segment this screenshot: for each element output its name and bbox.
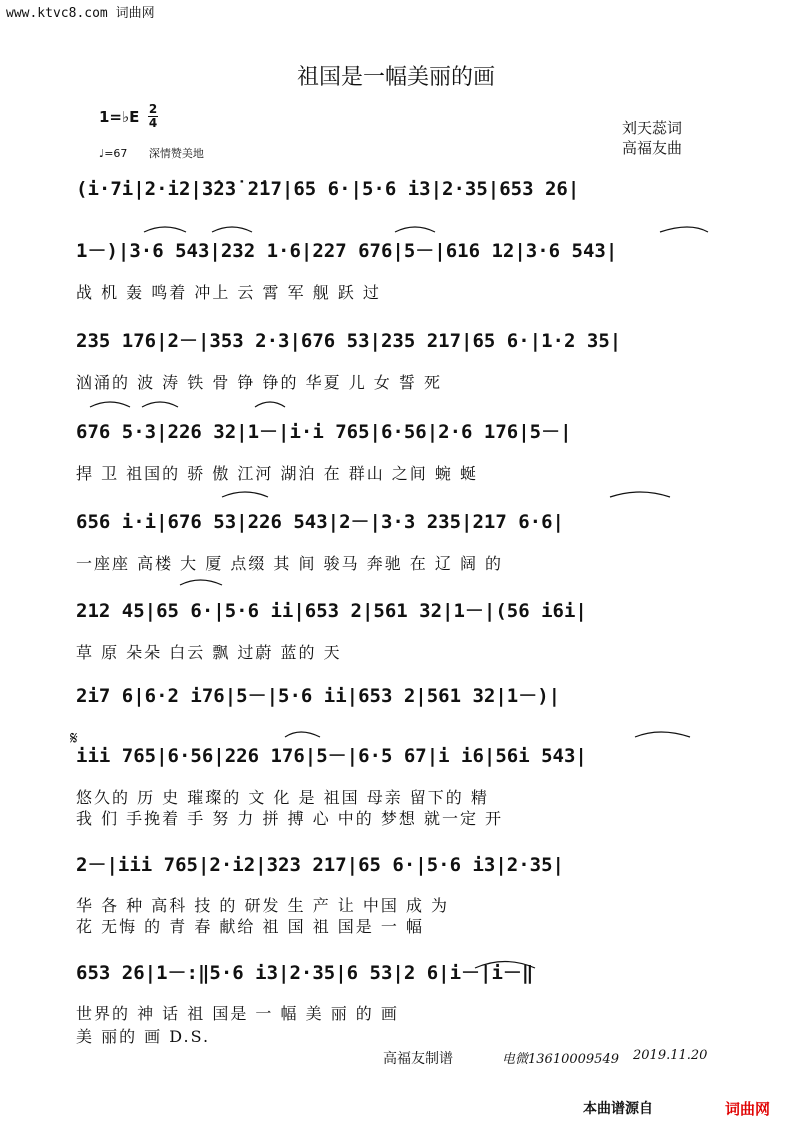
footer-maker: 高福友制谱	[383, 1051, 453, 1067]
staff-system-9: 2－|iii 765|2·i2|323 217|65 6·|5·6 i3|2·35|	[76, 854, 564, 876]
lyric-line-9b: 花 无悔 的 青 春 献给 祖 国 祖 国是 一 幅	[76, 917, 424, 936]
key-signature: 1=♭E	[99, 108, 140, 126]
lyric-line-10a: 世界的 神 话 祖 国是 一 幅 美 丽 的 画	[76, 1004, 399, 1023]
composer-credit: 高福友曲	[622, 139, 683, 157]
staff-system-5: 656 i·i|676 53|226 543|2－|3·3 235|217 6·6|	[76, 511, 564, 533]
site-logo[interactable]: 词曲网	[725, 1100, 771, 1118]
lyric-line-3: 汹涌的 波 涛 铁 骨 铮 铮的 华夏 儿 女 誓 死	[76, 373, 442, 392]
lyric-line-6: 草 原 朵朵 白云 飘 过蔚 蓝的 天	[76, 643, 342, 662]
source-note: 本曲谱源自	[583, 1101, 653, 1117]
lyric-line-4: 捍 卫 祖国的 骄 傲 江河 湖泊 在 群山 之间 蜿 蜒	[76, 464, 478, 483]
song-title: 祖国是一幅美丽的画	[296, 65, 495, 90]
staff-system-8: iii 765|6·56|226 176|5－|6·5 67|i i6|56i 543|	[76, 745, 587, 767]
time-signature-top: 2	[148, 102, 158, 116]
staff-system-4: 676 5·3|226 32|1－|i·i 765|6·56|2·6 176|5－|	[76, 421, 572, 443]
segno-sign: 𝄋	[70, 728, 78, 749]
lyric-line-5: 一座座 高楼 大 厦 点缀 其 间 骏马 奔驰 在 辽 阔 的	[76, 554, 504, 573]
staff-system-2: 1－)|3·6 543|232 1·6|227 676|5－|616 12|3·6 543|	[76, 240, 618, 262]
site-watermark: www.ktvc8.com 词曲网	[6, 6, 155, 21]
lyric-line-8b: 我 们 手挽着 手 努 力 拼 搏 心 中的 梦想 就一定 开	[76, 809, 504, 828]
time-signature-bottom: 4	[148, 116, 158, 130]
footer-date: 2019.11.20	[633, 1048, 708, 1063]
lyric-line-10b: 美 丽的 画 D.S.	[76, 1027, 211, 1046]
staff-system-10: 653 26|1－:‖5·6 i3|2·35|6 53|2 6|i－|i－‖	[76, 962, 534, 984]
staff-system-3: 235 176|2－|353 2·3|676 53|235 217|65 6·|1·2 35|	[76, 330, 622, 352]
lyric-line-2: 战 机 轰 鸣着 冲上 云 霄 军 舰 跃 过	[76, 283, 381, 302]
staff-system-7: 2i7 6|6·2 i76|5－|5·6 ii|653 2|561 32|1－)|	[76, 685, 561, 707]
staff-system-6: 212 45|65 6·|5·6 ii|653 2|561 32|1－|(56 i6i|	[76, 600, 587, 622]
tempo-value: ♩=67	[99, 147, 128, 160]
lyric-line-8a: 悠久的 历 史 璀璨的 文 化 是 祖国 母亲 留下的 精	[76, 788, 489, 807]
expression-mark: 深情赞美地	[148, 147, 204, 160]
staff-system-1: (i·7i|2·i2|3̇23̇ 2̇17|65 6·|5·6 i3|2·35|653 26|	[76, 178, 580, 200]
lyricist-credit: 刘天蕊词	[622, 119, 683, 137]
lyric-line-9a: 华 各 种 高科 技 的 研发 生 产 让 中国 成 为	[76, 896, 450, 915]
footer-phone: 电微13610009549	[502, 1052, 619, 1067]
